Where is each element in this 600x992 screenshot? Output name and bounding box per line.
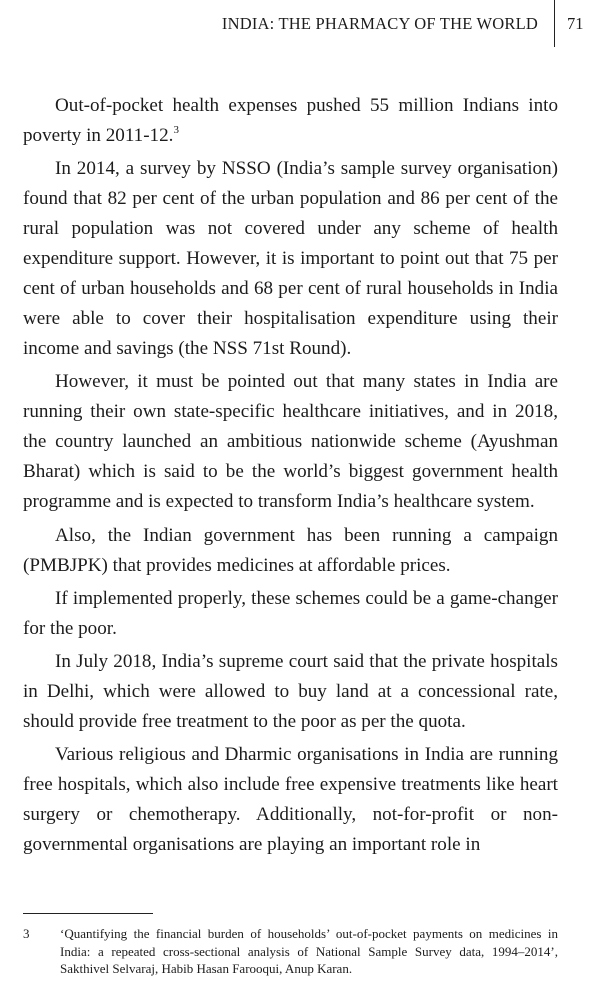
paragraph-3: However, it must be pointed out that many states in India are running their own state-specific healthcare initiatives, and in 2018, the country launched an ambitious nationwide scheme (Ayushman Bharat) which is said to be the world’s biggest government health programme and is expected to transform India’s healthcare system. (23, 371, 558, 513)
footnote (23, 925, 558, 978)
paragraph-4: Also, the Indian government has been running a campaign (PMBJPK) that provides medicines at affordable prices. (23, 524, 558, 576)
paragraph-text: Out-of-pocket health expenses pushed 55 million Indians into poverty in 2011-12. (23, 95, 558, 146)
footnotes (23, 913, 558, 978)
body-text (23, 91, 558, 863)
paragraph-6: In July 2018, India’s supreme court said that the private hospitals in Delhi, which were allowed to buy land at a concessional rate, should provide free treatment to the poor as per the quota. (23, 650, 558, 732)
footnote-reference[interactable]: 3 (173, 124, 179, 136)
footnote-divider (23, 913, 153, 914)
footnote-marker: 3 (23, 926, 30, 941)
page-header (0, 0, 600, 50)
paragraph-5: If implemented properly, these schemes could be a game-changer for the poor. (23, 587, 558, 639)
paragraph-1 (23, 91, 558, 151)
paragraph-2: In 2014, a survey by NSSO (India’s sample survey organisation) found that 82 per cent of the urban population and 86 per cent of the rural population was not covered under any scheme of health expenditure support. However, it is important to point out that 75 per cent of urban households and 68 per cent of rural households in India were able to cover their hospitalisation expenditure using their income and savings (the NSS 71st Round). (23, 158, 558, 360)
header-divider (554, 0, 555, 47)
footnote-text: ‘Quantifying the financial burden of households’ out-of-pocket payments on medicines in India: a repeated cross-sectional analysis of National Sample Survey data, 1994–2014’, Sakthivel Selvaraj, Habib Hasan Farooqui, Anup Karan. (60, 926, 558, 976)
running-head: INDIA: THE PHARMACY OF THE WORLD (221, 14, 538, 33)
page-number: 71 (567, 14, 584, 33)
paragraph-7: Various religious and Dharmic organisations in India are running free hospitals, which also include free expensive treatments like heart surgery or chemotherapy. Additionally, not-for-profit or non-governmental organisations are playing an important role in (23, 744, 558, 856)
